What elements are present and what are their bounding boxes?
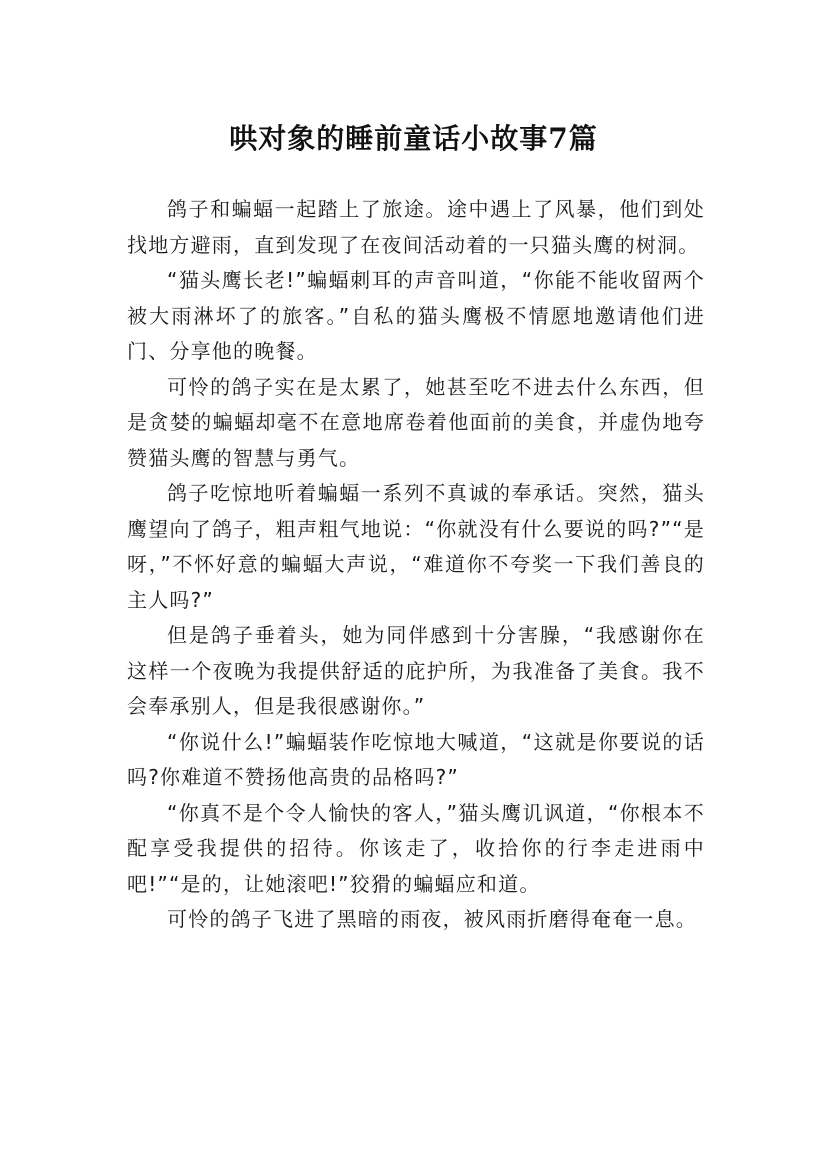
document-title: 哄对象的睡前童话小故事7篇 — [229, 121, 598, 155]
paragraph: 可怜的鸽子实在是太累了，她甚至吃不进去什么东西，但是贪婪的蝙蝠却毫不在意地席卷着他面前的美食，并虚伪地夸赞猫头鹰的智慧与勇气。 — [127, 374, 705, 470]
paragraph: 但是鸽子垂着头，她为同伴感到十分害臊，“我感谢你在这样一个夜晚为我提供舒适的庇护所，为我准备了美食。我不会奉承别人，但是我很感谢你。” — [127, 623, 705, 718]
paragraph: 鸽子和蝙蝠一起踏上了旅途。途中遇上了风暴，他们到处找地方避雨，直到发现了在夜间活动着的一只猫头鹰的树洞。 — [127, 197, 705, 257]
paragraph: “你真不是个令人愉快的客人，”猫头鹰讥讽道，“你根本不配享受我提供的招待。你该走了，收拾你的行李走进雨中吧!”“是的，让她滚吧!”狡猾的蝙蝠应和道。 — [127, 800, 705, 896]
story-body — [127, 192, 705, 938]
paragraph: 鸽子吃惊地听着蝙蝠一系列不真诚的奉承话。突然，猫头鹰望向了鸽子，粗声粗气地说：“你就没有什么要说的吗?”“是呀，”不怀好意的蝙蝠大声说，“难道你不夸奖一下我们善良的主人吗?” — [127, 481, 705, 612]
paragraph: “猫头鹰长老!”蝙蝠刺耳的声音叫道，“你能不能收留两个被大雨淋坏了的旅客。”自私的猫头鹰极不情愿地邀请他们进门、分享他的晚餐。 — [127, 268, 705, 363]
paragraph: “你说什么!”蝙蝠装作吃惊地大喊道，“这就是你要说的话吗?你难道不赞扬他高贵的品格吗?” — [127, 729, 705, 789]
paragraph: 可怜的鸽子飞进了黑暗的雨夜，被风雨折磨得奄奄一息。 — [167, 907, 697, 931]
